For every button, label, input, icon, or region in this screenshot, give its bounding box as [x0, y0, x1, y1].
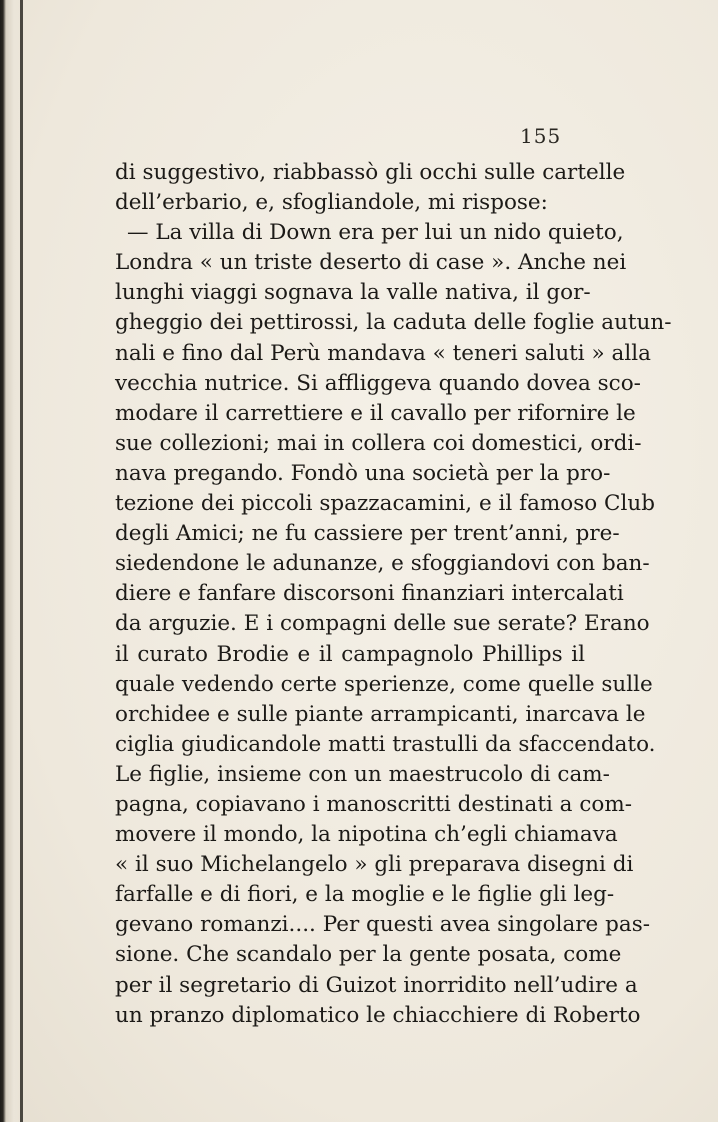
text-line: Le figlie, insieme con un maestrucolo di cam- [115, 761, 610, 787]
text-line: lunghi viaggi sognava la valle nativa, il gor- [115, 280, 591, 306]
binding-line [20, 0, 23, 1122]
text-line: nava pregando. Fondò una società per la pro- [115, 460, 611, 486]
text-line: il curato Brodie e il campagnolo Phillips il [115, 641, 585, 667]
page-number: 155 [520, 124, 562, 148]
text-line: orchidee e sulle piante arrampicanti, inarcava le [115, 701, 646, 727]
text-line: pagna, copiavano i manoscritti destinati a com- [115, 791, 632, 817]
text-line: per il segretario di Guizot inorridito nell’udire a [115, 972, 638, 998]
text-line: nali e fino dal Perù mandava « teneri saluti » alla [115, 340, 651, 366]
text-line: ciglia giudicandole matti trastulli da sfaccendato. [115, 731, 656, 757]
text-line: sue collezioni; mai in collera coi domestici, ordi- [115, 430, 642, 456]
text-line: diere e fanfare discorsoni finanziari intercalati [115, 581, 624, 607]
text-line: « il suo Michelangelo » gli preparava disegni di [115, 852, 634, 878]
text-line: quale vedendo certe sperienze, come quelle sulle [115, 671, 653, 697]
text-line: gevano romanzi.... Per questi avea singolare pas- [115, 912, 650, 938]
text-line: di suggestivo, riabbassò gli occhi sulle cartelle [115, 160, 626, 185]
text-line: sione. Che scandalo per la gente posata, come [115, 942, 622, 968]
text-line: modare il carrettiere e il cavallo per rifornire le [115, 400, 636, 426]
text-line: un pranzo diplomatico le chiacchiere di Roberto [115, 1002, 641, 1028]
text-line: — La villa di Down era per lui un nido quieto, [127, 220, 624, 246]
text-line: dell’erbario, e, sfogliandole, mi rispose: [115, 190, 548, 216]
text-line: tezione dei piccoli spazzacamini, e il famoso Club [115, 491, 655, 517]
text-line: da arguzie. E i compagni delle sue serate? Erano [115, 611, 650, 637]
text-line: movere il mondo, la nipotina ch’egli chiamava [115, 822, 618, 848]
text-line: siedendone le adunanze, e sfoggiandovi con ban- [115, 551, 650, 577]
text-line: Londra « un triste deserto di case ». Anche nei [115, 250, 627, 276]
body-text [115, 158, 672, 1031]
text-line: farfalle e di fiori, e la moglie e le figlie gli leg- [115, 882, 615, 908]
text-line: vecchia nutrice. Si affliggeva quando dovea sco- [115, 370, 641, 396]
text-line: degli Amici; ne fu cassiere per trent’anni, pre- [115, 521, 620, 547]
text-line: gheggio dei pettirossi, la caduta delle foglie autun- [115, 310, 672, 336]
